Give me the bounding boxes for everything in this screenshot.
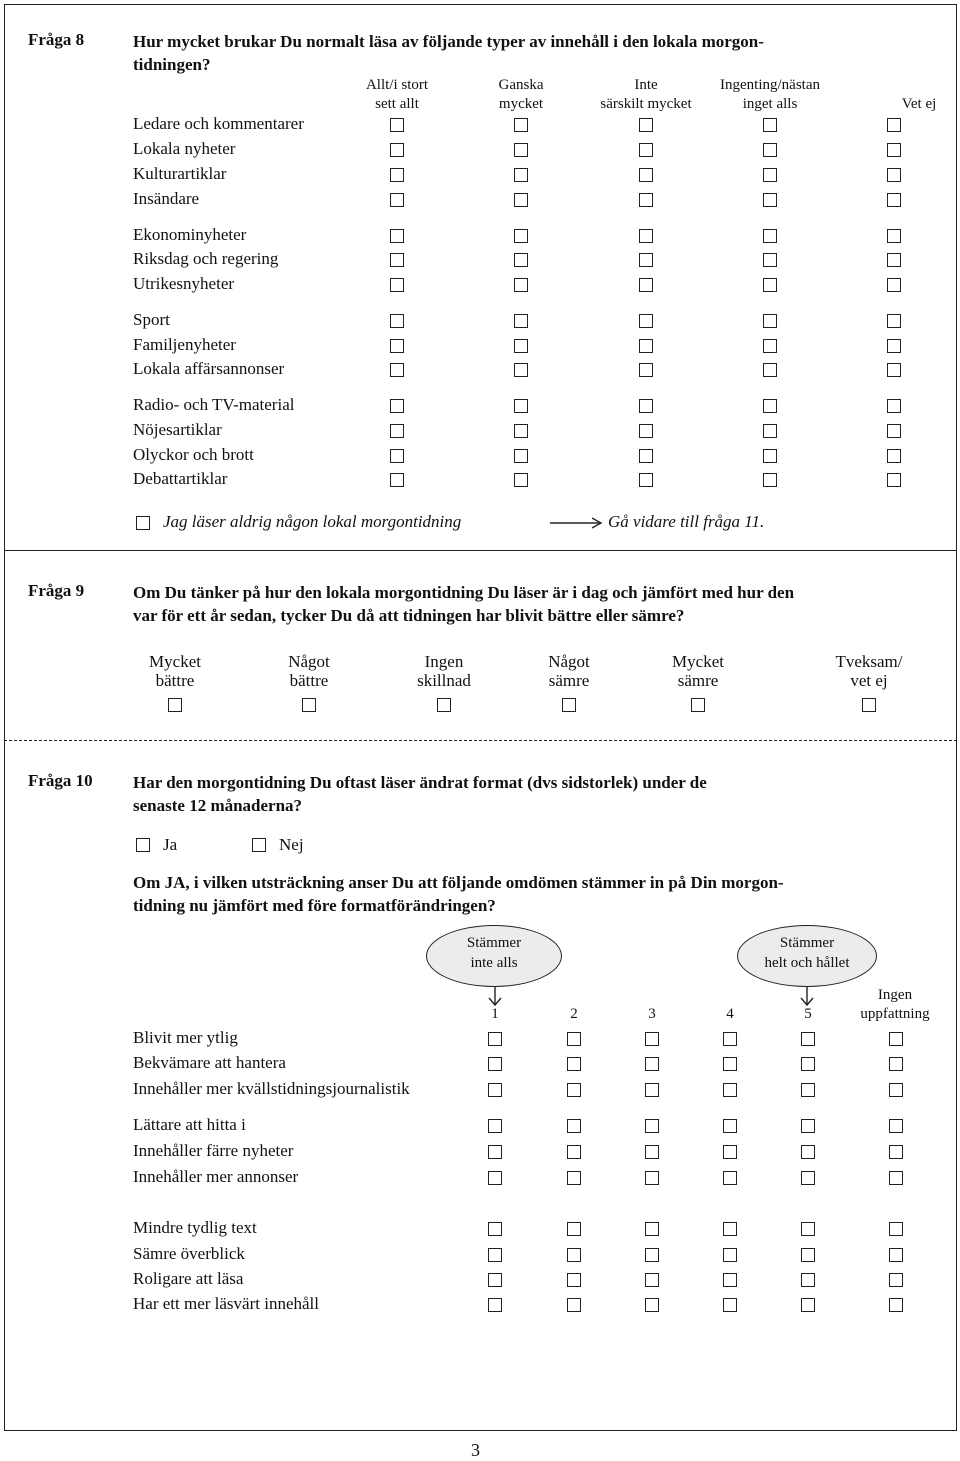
q8-row-checkbox[interactable] [514, 168, 528, 182]
q8-row-checkbox[interactable] [639, 143, 653, 157]
q8-row-checkbox[interactable] [514, 143, 528, 157]
q8-row-checkbox[interactable] [763, 473, 777, 487]
scale-low-line1: Stämmer [466, 935, 522, 951]
q9-option-line2: sämre [548, 671, 590, 690]
q10-row-checkbox[interactable] [488, 1119, 502, 1133]
q8-header-line1: Allt/i stort [365, 77, 429, 93]
q10-row-checkbox[interactable] [567, 1032, 581, 1046]
q10-row-checkbox[interactable] [801, 1083, 815, 1097]
q10-row-checkbox[interactable] [567, 1248, 581, 1262]
q10-yes-checkbox[interactable] [136, 838, 150, 852]
q10-yes-label: Ja [163, 835, 178, 854]
q8-row-checkbox[interactable] [763, 278, 777, 292]
q10-question-line1: Har den morgontidning Du oftast läser ändrat format (dvs sidstorlek) under de [133, 773, 707, 792]
q9-option-line2: vet ej [850, 671, 888, 690]
q8-row-checkbox[interactable] [887, 118, 901, 132]
q10-row-checkbox[interactable] [488, 1248, 502, 1262]
q8-row-checkbox[interactable] [887, 143, 901, 157]
scale-low-line2: inte alls [470, 955, 518, 971]
q8-row-checkbox[interactable] [887, 253, 901, 267]
q8-question-line2: tidningen? [133, 55, 211, 74]
q9-option-line1: Något [548, 652, 590, 671]
q10-row-checkbox[interactable] [889, 1171, 903, 1185]
page-frame [4, 4, 957, 1431]
q8-row-checkbox[interactable] [390, 449, 404, 463]
q8-header-line1: Inte [634, 77, 658, 93]
q8-row-label: Utrikesnyheter [133, 274, 235, 293]
q8-row-checkbox[interactable] [514, 449, 528, 463]
q9-option-4 [509, 652, 629, 690]
q8-row-checkbox[interactable] [887, 339, 901, 353]
q8-row-checkbox[interactable] [887, 399, 901, 413]
q8-row-checkbox[interactable] [639, 449, 653, 463]
q8-row-checkbox[interactable] [639, 339, 653, 353]
q10-row-checkbox[interactable] [645, 1273, 659, 1287]
q8-question-line1: Hur mycket brukar Du normalt läsa av följande typer av innehåll i den lokala morgon- [133, 32, 764, 51]
q8-header-line2: inget alls [742, 96, 798, 112]
q8-row-checkbox[interactable] [639, 278, 653, 292]
q9-option-checkbox[interactable] [691, 698, 705, 712]
q8-header-line1: Ingenting/nästan [720, 77, 820, 93]
q8-header-line2: Vet ej [901, 96, 937, 112]
q8-row-checkbox[interactable] [763, 193, 777, 207]
q8-row-checkbox[interactable] [390, 424, 404, 438]
q10-row-checkbox[interactable] [488, 1057, 502, 1071]
q9-option-checkbox[interactable] [562, 698, 576, 712]
q9-option-6 [809, 652, 929, 690]
q8-row-checkbox[interactable] [639, 193, 653, 207]
q10-row-checkbox[interactable] [645, 1119, 659, 1133]
q10-row-checkbox[interactable] [723, 1119, 737, 1133]
q8-row-checkbox[interactable] [887, 314, 901, 328]
q8-row-checkbox[interactable] [514, 229, 528, 243]
q10-row-checkbox[interactable] [723, 1298, 737, 1312]
q10-question-line2: senaste 12 månaderna? [133, 796, 303, 815]
q10-row-checkbox[interactable] [567, 1145, 581, 1159]
q9-option-line2: bättre [155, 671, 195, 690]
q8-row-checkbox[interactable] [390, 473, 404, 487]
q10-row-checkbox[interactable] [889, 1222, 903, 1236]
q8-row-label: Ekonominyheter [133, 225, 247, 244]
q8-row-checkbox[interactable] [390, 253, 404, 267]
q10-row-checkbox[interactable] [889, 1248, 903, 1262]
q8-row-checkbox[interactable] [390, 339, 404, 353]
q8-row-label: Nöjesartiklar [133, 420, 222, 439]
page-number: 3 [471, 1440, 480, 1460]
q10-row-checkbox[interactable] [801, 1032, 815, 1046]
q8-header-1 [327, 76, 467, 114]
q9-option-line1: Mycket [672, 652, 724, 671]
q10-row-checkbox[interactable] [567, 1171, 581, 1185]
q10-row-checkbox[interactable] [567, 1222, 581, 1236]
q10-row-checkbox[interactable] [723, 1248, 737, 1262]
q8-row-checkbox[interactable] [390, 143, 404, 157]
q10-row-checkbox[interactable] [801, 1298, 815, 1312]
q10-row-label: Lättare att hitta i [133, 1115, 246, 1134]
q10-row-label: Mindre tydlig text [133, 1218, 257, 1237]
q10-row-checkbox[interactable] [488, 1145, 502, 1159]
q10-row-checkbox[interactable] [488, 1273, 502, 1287]
q8-row-checkbox[interactable] [887, 278, 901, 292]
q8-row-checkbox[interactable] [887, 424, 901, 438]
q8-row-checkbox[interactable] [514, 278, 528, 292]
q8-row-checkbox[interactable] [390, 278, 404, 292]
q9-option-line2: bättre [289, 671, 329, 690]
q10-row-checkbox[interactable] [723, 1032, 737, 1046]
q8-row-checkbox[interactable] [514, 314, 528, 328]
q8-row-checkbox[interactable] [887, 363, 901, 377]
no-opinion-header [855, 986, 935, 1024]
q9-option-line1: Ingen [424, 652, 464, 671]
q10-row-checkbox[interactable] [723, 1057, 737, 1071]
q10-row-checkbox[interactable] [645, 1248, 659, 1262]
q9-option-1 [115, 652, 235, 690]
q8-question [133, 30, 764, 76]
q8-header-3 [576, 76, 716, 114]
q10-row-checkbox[interactable] [645, 1171, 659, 1185]
q9-option-line1: Något [288, 652, 330, 671]
q10-scale-number: 1 [491, 1006, 499, 1022]
q8-row-checkbox[interactable] [390, 168, 404, 182]
q8-row-checkbox[interactable] [887, 193, 901, 207]
q10-row-checkbox[interactable] [488, 1222, 502, 1236]
q8-row-label: Riksdag och regering [133, 249, 279, 268]
q8-row-checkbox[interactable] [763, 363, 777, 377]
q10-scale-number: 3 [648, 1006, 656, 1022]
q10-row-checkbox[interactable] [645, 1032, 659, 1046]
q10-row-checkbox[interactable] [567, 1298, 581, 1312]
q10-row-checkbox[interactable] [889, 1298, 903, 1312]
divider [4, 550, 957, 551]
q10-row-checkbox[interactable] [801, 1119, 815, 1133]
q10-row-checkbox[interactable] [723, 1273, 737, 1287]
q9-option-checkbox[interactable] [168, 698, 182, 712]
q8-row-checkbox[interactable] [639, 253, 653, 267]
q8-header-2 [451, 76, 591, 114]
q10-row-checkbox[interactable] [645, 1145, 659, 1159]
q10-row-checkbox[interactable] [801, 1273, 815, 1287]
q10-row-checkbox[interactable] [801, 1222, 815, 1236]
q8-header-5 [849, 76, 960, 114]
q10-row-checkbox[interactable] [889, 1145, 903, 1159]
q8-row-checkbox[interactable] [887, 473, 901, 487]
q10-row-label: Bekvämare att hantera [133, 1053, 286, 1072]
q10-row-checkbox[interactable] [567, 1083, 581, 1097]
q8-row-label: Familjenyheter [133, 335, 236, 354]
q10-row-checkbox[interactable] [889, 1057, 903, 1071]
q8-header-line2: sett allt [375, 96, 419, 112]
q9-question [133, 581, 794, 627]
q8-row-checkbox[interactable] [390, 118, 404, 132]
q10-row-checkbox[interactable] [645, 1222, 659, 1236]
q8-row-checkbox[interactable] [639, 118, 653, 132]
q10-row-checkbox[interactable] [488, 1083, 502, 1097]
q10-row-checkbox[interactable] [567, 1273, 581, 1287]
q9-option-5 [638, 652, 758, 690]
q10-followup-line2: tidning nu jämfört med före formatförändringen? [133, 896, 496, 915]
q9-option-3 [384, 652, 504, 690]
q8-row-checkbox[interactable] [390, 399, 404, 413]
q8-row-checkbox[interactable] [763, 118, 777, 132]
q8-row-checkbox[interactable] [639, 229, 653, 243]
q9-option-line2: skillnad [417, 671, 471, 690]
q8-row-label: Lokala affärsannonser [133, 359, 285, 378]
q8-row-checkbox[interactable] [514, 473, 528, 487]
q10-no-checkbox[interactable] [252, 838, 266, 852]
q8-header-line1: Ganska [498, 77, 544, 93]
q8-skip-text: Gå vidare till fråga 11. [608, 512, 765, 531]
q9-label: Fråga 9 [28, 581, 85, 600]
q8-row-checkbox[interactable] [639, 473, 653, 487]
q8-row-checkbox[interactable] [390, 314, 404, 328]
q10-scale-number: 5 [804, 1006, 812, 1022]
q10-row-checkbox[interactable] [801, 1171, 815, 1185]
q10-followup [133, 871, 784, 917]
q9-option-line1: Tveksam/ [835, 652, 903, 671]
q10-label: Fråga 10 [28, 771, 93, 790]
q10-row-checkbox[interactable] [567, 1057, 581, 1071]
q8-row-checkbox[interactable] [763, 449, 777, 463]
q10-question [133, 771, 707, 817]
q8-row-label: Debattartiklar [133, 469, 228, 488]
q10-row-checkbox[interactable] [723, 1171, 737, 1185]
q10-row-checkbox[interactable] [645, 1083, 659, 1097]
q10-row-checkbox[interactable] [801, 1145, 815, 1159]
q10-row-label: Innehåller mer kvällstidningsjournalistik [133, 1079, 410, 1098]
q10-row-checkbox[interactable] [723, 1083, 737, 1097]
q8-row-checkbox[interactable] [887, 449, 901, 463]
q8-row-checkbox[interactable] [763, 168, 777, 182]
q10-row-checkbox[interactable] [567, 1119, 581, 1133]
q8-row-checkbox[interactable] [639, 168, 653, 182]
q8-row-checkbox[interactable] [763, 399, 777, 413]
q8-row-checkbox[interactable] [763, 143, 777, 157]
q8-row-checkbox[interactable] [763, 253, 777, 267]
q8-row-checkbox[interactable] [639, 314, 653, 328]
q8-row-checkbox[interactable] [390, 193, 404, 207]
q8-header-line2: mycket [498, 96, 544, 112]
no-opinion-line1: Ingen [877, 987, 913, 1003]
q8-row-label: Ledare och kommentarer [133, 114, 304, 133]
q9-option-checkbox[interactable] [437, 698, 451, 712]
q10-row-checkbox[interactable] [488, 1171, 502, 1185]
q8-header-line2: särskilt mycket [600, 96, 692, 112]
q8-row-checkbox[interactable] [639, 363, 653, 377]
scale-high-bubble [737, 925, 877, 987]
q8-row-label: Olyckor och brott [133, 445, 254, 464]
q8-label: Fråga 8 [28, 30, 85, 49]
q8-row-checkbox[interactable] [390, 229, 404, 243]
q8-row-checkbox[interactable] [514, 118, 528, 132]
q9-option-checkbox[interactable] [302, 698, 316, 712]
q9-option-2 [249, 652, 369, 690]
q10-row-checkbox[interactable] [645, 1057, 659, 1071]
q10-scale-number: 2 [570, 1006, 578, 1022]
q10-followup-line1: Om JA, i vilken utsträckning anser Du att följande omdömen stämmer in på Din morgon- [133, 873, 784, 892]
q8-row-label: Radio- och TV-material [133, 395, 295, 414]
arrow-right-icon [548, 515, 604, 531]
q10-row-checkbox[interactable] [889, 1032, 903, 1046]
q10-row-checkbox[interactable] [889, 1083, 903, 1097]
q8-row-checkbox[interactable] [514, 253, 528, 267]
q8-row-label: Lokala nyheter [133, 139, 236, 158]
q8-row-label: Sport [133, 310, 170, 329]
q9-option-line1: Mycket [149, 652, 201, 671]
q8-row-checkbox[interactable] [514, 399, 528, 413]
q10-row-label: Innehåller färre nyheter [133, 1141, 294, 1160]
q9-question-line2: var för ett år sedan, tycker Du då att tidningen har blivit bättre eller sämre? [133, 606, 685, 625]
q10-row-checkbox[interactable] [645, 1298, 659, 1312]
q10-row-label: Innehåller mer annonser [133, 1167, 299, 1186]
q8-row-checkbox[interactable] [763, 229, 777, 243]
q8-header-line1 [849, 76, 960, 95]
q8-row-checkbox[interactable] [514, 339, 528, 353]
q10-row-checkbox[interactable] [801, 1248, 815, 1262]
q9-option-checkbox[interactable] [862, 698, 876, 712]
q8-row-checkbox[interactable] [763, 424, 777, 438]
q10-no-label: Nej [279, 835, 304, 854]
q8-row-checkbox[interactable] [514, 424, 528, 438]
q8-row-label: Kulturartiklar [133, 164, 227, 183]
dashed-divider [4, 740, 957, 741]
q8-row-checkbox[interactable] [390, 363, 404, 377]
q9-question-line1: Om Du tänker på hur den lokala morgontidning Du läser är i dag och jämfört med hur den [133, 583, 795, 602]
q8-never-checkbox[interactable] [136, 516, 150, 530]
q8-row-checkbox[interactable] [514, 363, 528, 377]
q8-header-4 [700, 76, 840, 114]
scale-high-line1: Stämmer [779, 935, 835, 951]
q10-row-checkbox[interactable] [488, 1298, 502, 1312]
q10-row-label: Blivit mer ytlig [133, 1028, 238, 1047]
no-opinion-line2: uppfattning [860, 1006, 930, 1022]
q8-row-checkbox[interactable] [887, 168, 901, 182]
q8-row-checkbox[interactable] [763, 339, 777, 353]
q10-row-checkbox[interactable] [723, 1222, 737, 1236]
q9-option-line2: sämre [677, 671, 719, 690]
q10-row-label: Sämre överblick [133, 1244, 245, 1263]
q8-row-checkbox[interactable] [887, 229, 901, 243]
q10-row-checkbox[interactable] [889, 1119, 903, 1133]
scale-high-line2: helt och hållet [764, 955, 850, 971]
q8-row-checkbox[interactable] [639, 399, 653, 413]
q10-row-checkbox[interactable] [801, 1057, 815, 1071]
q8-row-checkbox[interactable] [763, 314, 777, 328]
q10-row-checkbox[interactable] [889, 1273, 903, 1287]
q10-row-label: Har ett mer läsvärt innehåll [133, 1294, 319, 1313]
q8-row-checkbox[interactable] [514, 193, 528, 207]
q10-row-label: Roligare att läsa [133, 1269, 244, 1288]
q8-row-label: Insändare [133, 189, 200, 208]
q8-never-text: Jag läser aldrig någon lokal morgontidning [163, 512, 462, 531]
q10-row-checkbox[interactable] [488, 1032, 502, 1046]
q10-row-checkbox[interactable] [723, 1145, 737, 1159]
q8-row-checkbox[interactable] [639, 424, 653, 438]
q10-scale-number: 4 [726, 1006, 734, 1022]
scale-low-bubble [426, 925, 562, 987]
